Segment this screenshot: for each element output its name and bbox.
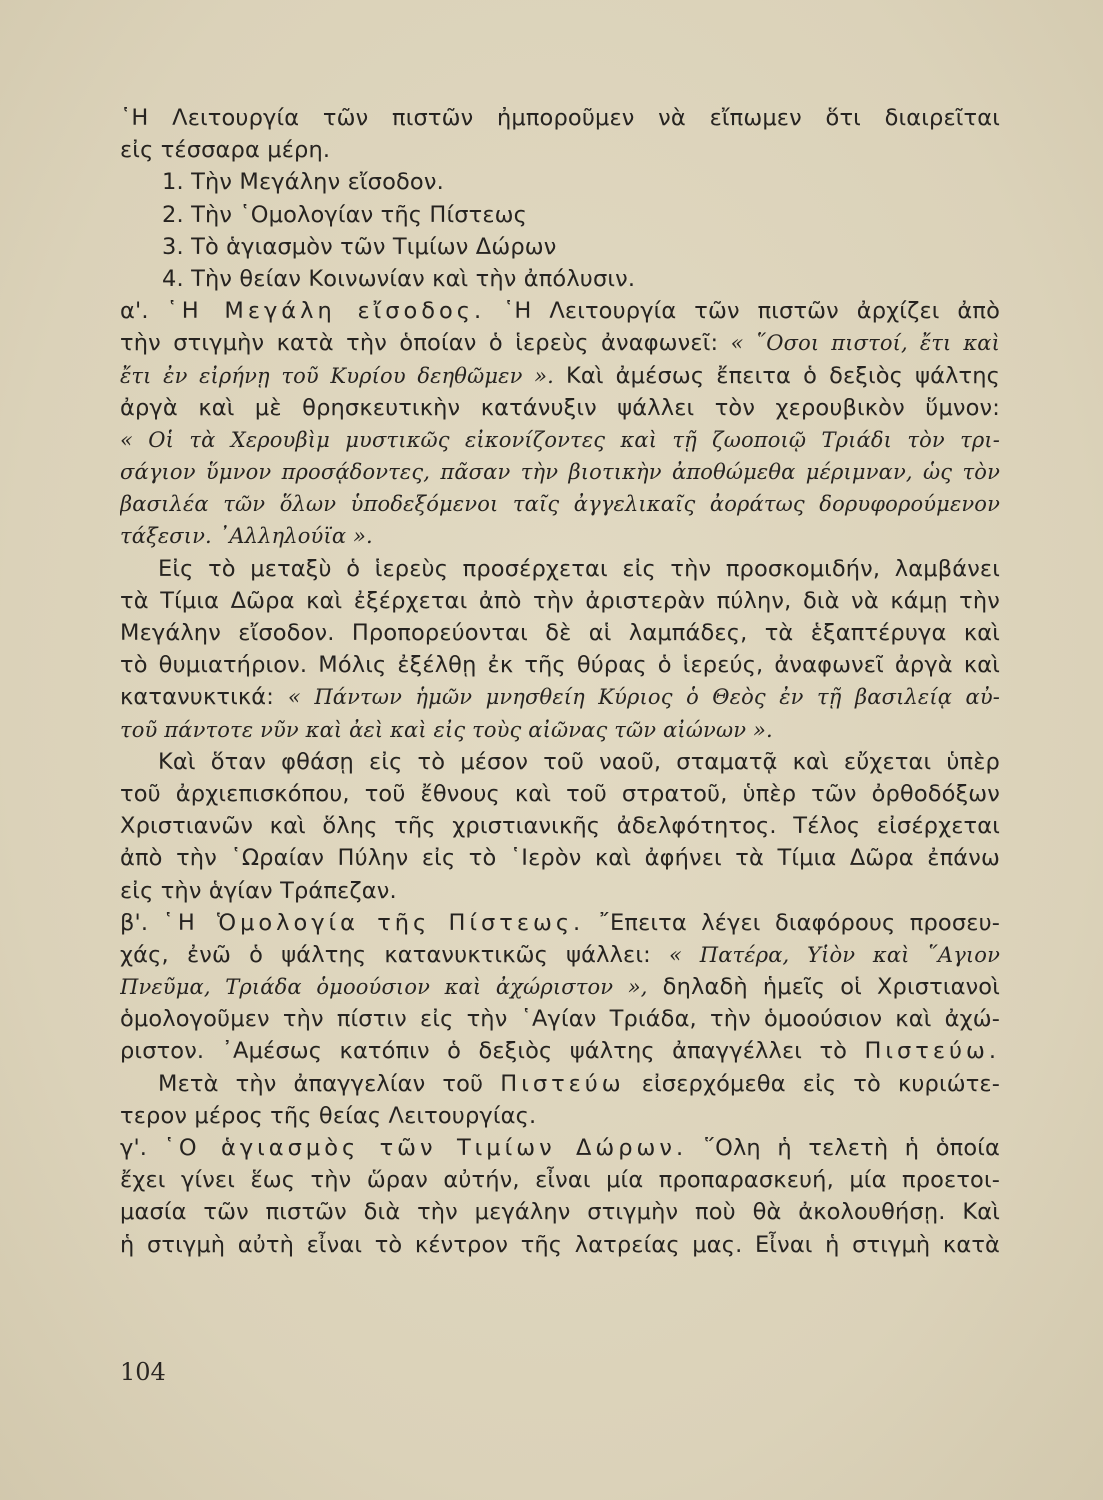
italic-quote: « ῞Οσοι πιστοί, ἔτι καὶ [730,331,1000,356]
text-line [120,1035,1000,1067]
text-span: ῾Η Λειτουργία τῶν πιστῶν ἀρχίζει ἀπὸ [485,298,1000,325]
italic-quote: « Πάντων ἡμῶν μνησθείη Κύριος ὁ Θεὸς ἐν τῇ βασιλείᾳ αὐ- [287,685,1000,710]
text-line: Καὶ ὅταν φθάσῃ εἰς τὸ μέσον τοῦ ναοῦ, σταματᾷ καὶ εὔχεται ὑπὲρ [158,748,1000,775]
section-heading-line [120,295,1000,327]
text-line [120,939,1000,971]
text-line: Χριστιανῶν καὶ ὅλης τῆς χριστιανικῆς ἀδελφότητος. Τέλος εἰσέρχεται [120,813,1000,840]
page-number: 104 [120,1358,166,1386]
list-item: 1. Τὴν Μεγάλην εἴσοδον. [162,169,444,196]
text-line: ἡ στιγμὴ αὐτὴ εἶναι τὸ κέντρον τῆς λατρείας μας. Εἶναι ἡ στιγμὴ κατὰ [120,1231,1000,1258]
text-line: ἔχει γίνει ἕως τὴν ὥραν αὐτήν, εἶναι μία προπαρασκευή, μία προετοι- [120,1167,1000,1194]
text-line: μασία τῶν πιστῶν διὰ τὴν μεγάλην στιγμὴν ποὺ θὰ ἀκολουθήσῃ. Καὶ [120,1199,1000,1226]
text-line: ἀργὰ καὶ μὲ θρησκευτικὴν κατάνυξιν ψάλλει τὸν χερουβικὸν ὕμνον: [120,394,1000,421]
section-heading-line [120,907,1000,939]
list-item: 3. Τὸ ἁγιασμὸν τῶν Τιμίων Δώρων [162,233,557,260]
text-span: ῞Ολη ἡ τελετὴ ἡ ὁποία [687,1135,1000,1161]
text-line: εἰς τὴν ἁγίαν Τράπεζαν. [120,877,397,904]
italic-quote: ἔτι ἐν εἰρήνῃ τοῦ Κυρίου δεηθῶμεν ». [120,363,554,388]
text-span: γ'. [120,1135,164,1161]
body-text [120,102,1000,1261]
italic-quote: τοῦ πάντοτε νῦν καὶ ἀεὶ καὶ εἰς τοὺς αἰῶνας τῶν αἰώνων ». [120,717,773,742]
italic-quote: Πνεῦμα, Τριάδα ὁμοούσιον καὶ ἀχώριστον », [120,975,648,1000]
text-span: τὴν στιγμὴν κατὰ τὴν ὁποίαν ὁ ἱερεὺς ἀναφωνεῖ: [120,330,731,357]
text-span: κατανυκτικά: [120,684,288,711]
italic-quote: σάγιον ὕμνον προσᾴδοντες, πᾶσαν τὴν βιοτικὴν ἀποθώμεθα μέριμναν, ὡς τὸν [120,460,1000,485]
spaced-heading: ῾Ο ἁγιασμὸς τῶν Τιμίων Δώρων. [163,1135,688,1161]
text-line: τοῦ ἀρχιεπισκόπου, τοῦ ἔθνους καὶ τοῦ στρατοῦ, ὑπὲρ τῶν ὀρθοδόξων [120,780,1000,807]
spaced-heading: ῾Η Μεγάλη εἴσοδος. [166,298,486,325]
text-span: β'. [120,909,163,936]
list-item: 4. Τὴν θείαν Κοινωνίαν καὶ τὴν ἀπόλυσιν. [162,265,636,292]
list-item: 2. Τὴν ῾Ομολογίαν τῆς Πίστεως [162,201,528,228]
spaced-heading: ῾Η Ὁμολογία τῆς Πίστεως. [162,909,585,936]
text-line: Εἰς τὸ μεταξὺ ὁ ἱερεὺς προσέρχεται εἰς τὴν προσκομιδήν, λαμβάνει [158,555,1000,582]
italic-quote: « Πατέρα, Υἱὸν καὶ ῞Αγιον [669,942,1000,967]
section-heading-line [120,1132,1000,1164]
text-line: τὰ Τίμια Δῶρα καὶ ἐξέρχεται ἀπὸ τὴν ἀριστερὰν πύλην, διὰ νὰ κάμῃ τὴν [120,587,1000,614]
text-span: Καὶ ἀμέσως ἔπειτα ὁ δεξιὸς ψάλτης [553,362,1000,389]
text-line: εἰς τέσσαρα μέρη. [120,137,331,164]
text-span: α'. [120,298,167,325]
text-span: ριστον. ᾿Αμέσως κατόπιν ὁ δεξιὸς ψάλτης ἀπαγγέλλει τὸ [120,1038,865,1065]
text-line [120,714,1000,746]
text-line: τὸ θυμιατήριον. Μόλις ἐξέλθῃ ἐκ τῆς θύρας ὁ ἱερεύς, ἀναφωνεῖ ἀργὰ καὶ [120,652,1000,679]
italic-quote: βασιλέα τῶν ὅλων ὑποδεξόμενοι ταῖς ἀγγελικαῖς ἀοράτως δορυφορούμενον [120,492,1000,517]
text-line: ἀπὸ τὴν ῾Ωραίαν Πύλην εἰς τὸ ῾Ιερὸν καὶ ἀφήνει τὰ Τίμια Δῶρα ἐπάνω [120,845,1000,872]
text-span: ῎Επειτα λέγει διαφόρους προσευ- [584,909,1000,936]
hymn-line [120,456,1000,488]
text-line: ῾Η Λειτουργία τῶν πιστῶν ἠμποροῦμεν νὰ εἴπωμεν ὅτι διαιρεῖται [120,105,1000,131]
text-span: χάς, ἐνῶ ὁ ψάλτης κατανυκτικῶς ψάλλει: [120,941,670,968]
italic-quote: « Οἱ τὰ Χερουβὶμ μυστικῶς εἰκονίζοντες καὶ τῇ ζωοποιῷ Τριάδι τὸν τρι- [120,427,1000,452]
spaced-heading: Πιστεύω [500,1070,625,1097]
text-span: εἰσερχόμεθα εἰς τὸ κυριώτε- [624,1070,1000,1097]
text-line: Μεγάλην εἴσοδον. Προπορεύονται δὲ αἱ λαμπάδες, τὰ ἑξαπτέρυγα καὶ [120,620,1000,646]
text-line: τερον μέρος τῆς θείας Λειτουργίας. [120,1102,537,1129]
text-span: Μετὰ τὴν ἀπαγγελίαν τοῦ [158,1070,501,1097]
hymn-line [120,520,1000,552]
text-span: δηλαδὴ ἡμεῖς οἱ Χριστιανοὶ [647,974,1000,1001]
text-line [120,971,1000,1003]
spaced-heading: Πιστεύω. [864,1038,1000,1065]
text-line: ὁμολογοῦμεν τὴν πίστιν εἰς τὴν ῾Αγίαν Τριάδα, τὴν ὁμοούσιον καὶ ἀχώ- [120,1006,1000,1033]
text-line [120,360,1000,392]
hymn-line [120,424,1000,456]
text-line [120,1068,1000,1100]
text-line [120,327,1000,359]
italic-quote: τάξεσιν. ᾿Αλληλούϊα ». [120,524,373,549]
hymn-line [120,488,1000,520]
text-line [120,681,1000,713]
